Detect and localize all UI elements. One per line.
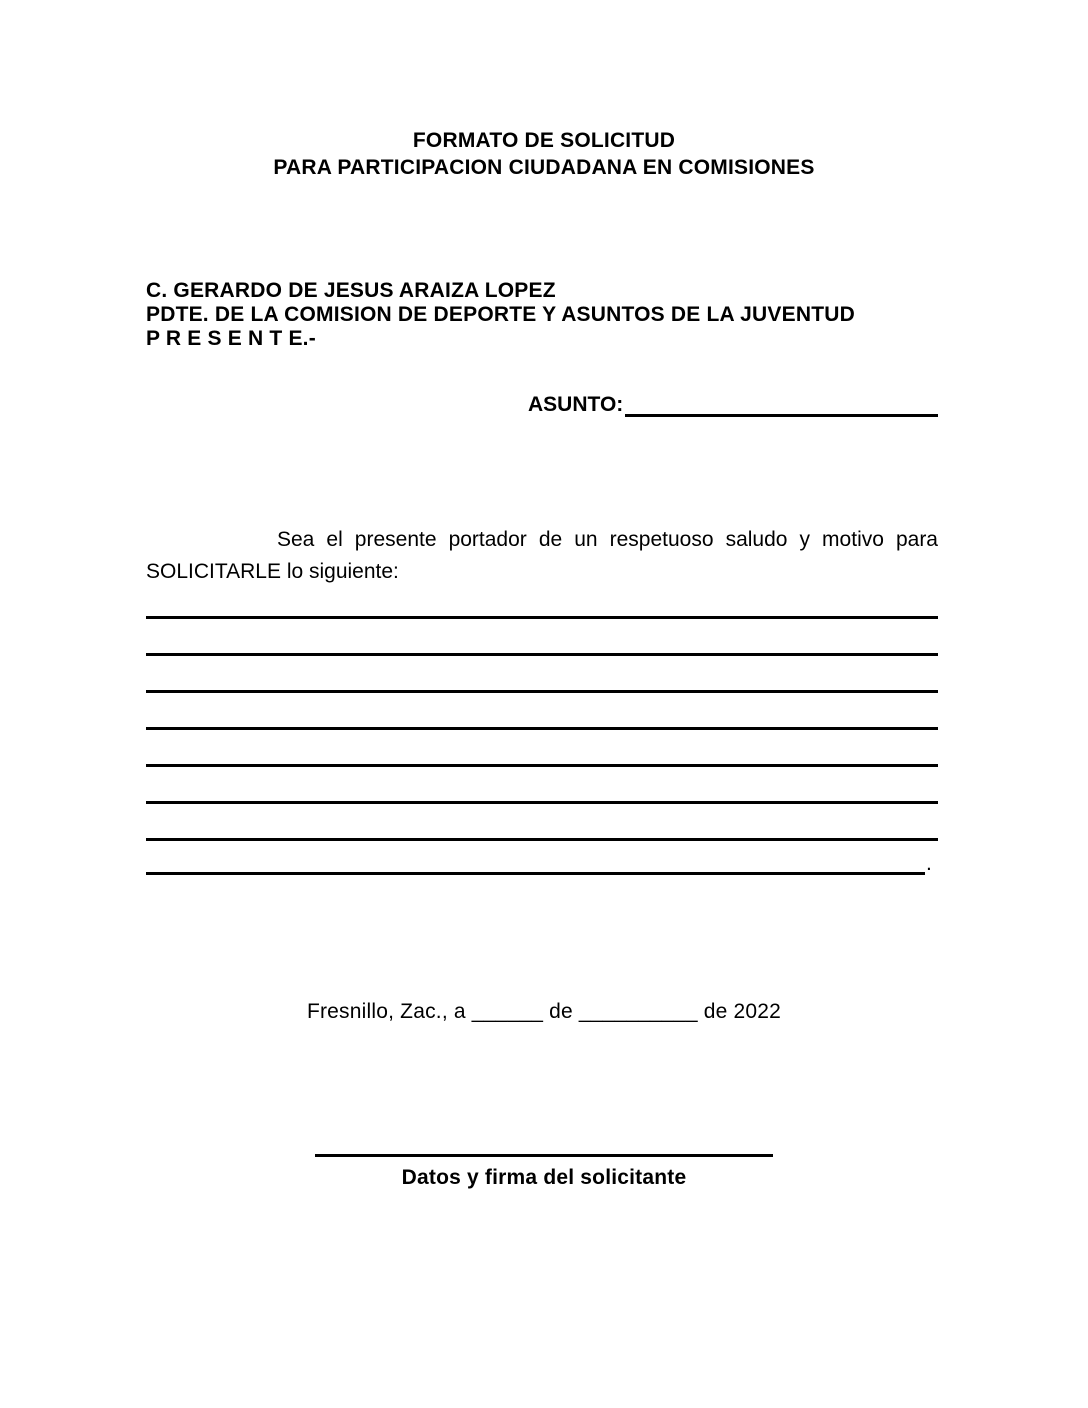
answer-lines	[146, 582, 938, 875]
signature-blank-field[interactable]	[315, 1122, 773, 1157]
final-period: .	[926, 852, 932, 875]
subject-blank-field[interactable]	[625, 393, 938, 417]
answer-line-field[interactable]	[146, 619, 938, 656]
document-title-line1: FORMATO DE SOLICITUD	[412, 129, 676, 152]
addressee-role: PDTE. DE LA COMISION DE DEPORTE Y ASUNTOS DE LA JUVENTUD	[146, 303, 855, 326]
document-title-line2: PARA PARTICIPACION CIUDADANA EN COMISIONES	[273, 156, 815, 179]
addressee-salutation: P R E S E N T E.-	[146, 327, 316, 350]
document-title	[0, 127, 1088, 181]
addressee-block	[146, 279, 942, 351]
answer-line-field[interactable]	[146, 841, 938, 875]
answer-line-field[interactable]	[146, 804, 938, 841]
answer-line-rule[interactable]	[146, 838, 925, 875]
answer-line-field[interactable]	[146, 656, 938, 693]
body-paragraph-line1: Sea el presente portador de un respetuoso saludo y motivo para	[277, 528, 938, 551]
date-line: Fresnillo, Zac., a ______ de __________ de 2022	[306, 1000, 782, 1023]
addressee-name: C. GERARDO DE JESUS ARAIZA LOPEZ	[146, 279, 556, 302]
answer-line-field[interactable]	[146, 693, 938, 730]
subject-label: ASUNTO:	[528, 393, 624, 416]
answer-line-field[interactable]	[146, 730, 938, 767]
body-paragraph	[146, 524, 938, 588]
signature-caption: Datos y firma del solicitante	[401, 1166, 687, 1189]
body-paragraph-line2: SOLICITARLE lo siguiente:	[146, 560, 399, 583]
answer-line-field[interactable]	[146, 582, 938, 619]
subject-row	[528, 393, 938, 417]
answer-line-field[interactable]	[146, 767, 938, 804]
